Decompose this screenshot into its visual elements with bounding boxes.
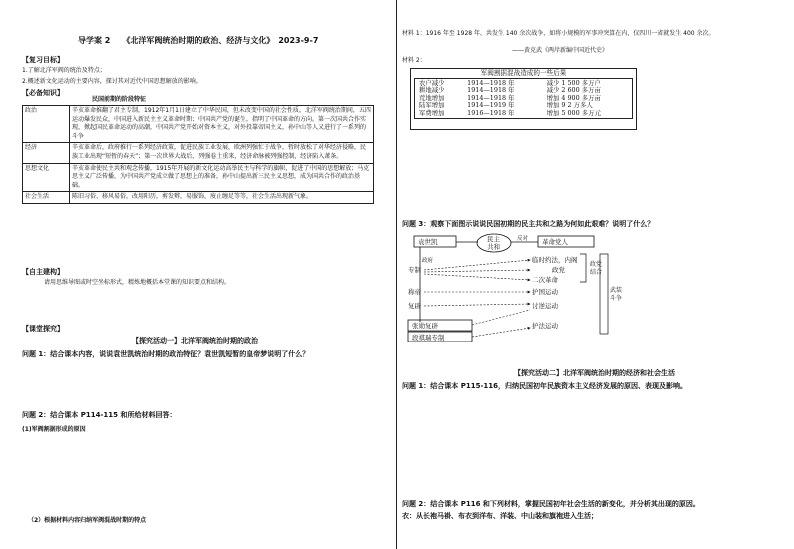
- dashed-link: [472, 310, 530, 325]
- zhengfu-label: 政府: [422, 258, 434, 264]
- stats-title: 军阀割据混战造成的一些后果: [480, 69, 567, 77]
- wuzhuang-label: 武装: [610, 287, 623, 294]
- dashed-link: [424, 304, 530, 306]
- oppose-label: 反对: [517, 236, 529, 242]
- republic-struggle-diagram: [402, 232, 702, 342]
- stat-item: 荒地增加: [419, 93, 445, 102]
- self-study-heading: 【自主建构】: [22, 268, 64, 276]
- material-2-label: 材料 2：: [402, 57, 426, 64]
- activity-2-title: 【探究活动二】北洋军阀统治时期的经济和社会生活: [514, 369, 675, 377]
- row-text: 辛亥革命推翻了君主专制，1912年1月1日建立了中华民国，但未改变中国的社会性质。北洋军阀统治期间，五四运动爆发民众，中国进入新民主主义革命时期；中国共产党的诞生，指明了中国革命的方向。第一次国共合作实现，掀起国民革命运动的高潮，中国共产党开始对资本主义，对外投靠帝国主义，孙中山等人又进行了一系列的斗争: [70, 106, 374, 143]
- question-3: 问题 3：观察下面图示说说民国初期的民主共和之路为何如此艰难？说明了什么？: [402, 220, 655, 228]
- right-question-1: 问题 1：结合课本 P115-116，归纳民国初年民族资本主义经济发展的原因、表现及影响。: [402, 382, 688, 390]
- yuan-label: 袁世凯: [418, 238, 438, 246]
- material-1: 材料 1：1916 年至 1928 年，共发生 140 余次战争，如将小规模的军事冲突算在内，仅四川一省就发生 400 余次。: [402, 30, 715, 37]
- row-text: 陈旧习俗、移风易俗，改用阳历，剪发辫，易服饰，废止缠足等等，社会生活出现新气象。: [70, 192, 374, 204]
- column-divider: [396, 0, 397, 549]
- activity-1-title: 【探究活动一】北洋军阀统治时期的政治: [132, 337, 258, 345]
- taoni-label: 讨逆运动: [532, 302, 558, 310]
- hufa-label: 护法运动: [532, 322, 558, 330]
- row-category: 思想文化: [23, 163, 70, 192]
- zhuanzhi-label: 专制: [408, 266, 421, 274]
- table-row: [23, 192, 374, 204]
- row-category: 经济: [23, 143, 70, 163]
- document-title: 导学案 2 《北洋军阀统治时期的政治、经济与文化》 2023-9-7: [78, 36, 319, 45]
- zhengdang-label: 政党: [590, 261, 603, 268]
- right-question-2: 问题 2：结合课本 P116 和下列材料，掌握民国初年社会生活的新变化，并分析其出现的原因。: [402, 500, 700, 508]
- dashed-link: [424, 270, 530, 272]
- dashed-link: [424, 260, 530, 270]
- stage-features-table: [22, 105, 374, 204]
- stat-value: 减少 1 500 多万户: [546, 79, 601, 87]
- review-goals-heading: 【复习目标】: [22, 56, 64, 64]
- election-label: 临时约法，内阁: [532, 256, 578, 264]
- jiehe-label: 结合: [590, 269, 603, 276]
- huguo-label: 护国运动: [532, 288, 558, 296]
- row-category: 政治: [23, 106, 70, 143]
- question-2-part-2: （2）根据材料内容归纳军阀混战时期的特点: [28, 517, 147, 524]
- chengdi-label: 称帝: [408, 288, 421, 296]
- stat-value: 增加 5 000 多万元: [546, 108, 601, 117]
- table-row: [23, 106, 374, 143]
- row-text: 辛亥革命后，政府推行一系列经济政策，促进民族工业发展，欧洲列强忙于战争，暂时放松了对华经济侵略，民族工业出现“短暂的春天”；第一次世界大战后，列强卷土重来，经济命脉被列强控制，经济陷入萧条。: [70, 143, 374, 163]
- goal-1: 1.了解北洋军阀的统治及特点；: [22, 67, 106, 74]
- clothing-change: 衣：从长袍马褂、布衣到洋布、洋装、中山装和旗袍进入生活；: [402, 512, 598, 520]
- douzheng-label: 斗争: [610, 295, 623, 302]
- stat-item: 耕地减少: [419, 86, 445, 95]
- zhangxun-label: 张勋复辟: [412, 322, 438, 330]
- dashed-link: [424, 274, 530, 280]
- stat-period: 1914—1918 年: [467, 79, 515, 87]
- table-row: [415, 95, 632, 102]
- duan-label: 段祺瑞专制: [412, 334, 445, 342]
- self-study-text: 请用思维导图或时空坐标形式，精炼地概括本堂课的知识要点和结构。: [44, 279, 231, 286]
- stat-item: 军费增加: [419, 108, 445, 117]
- question-2-part-1: (1)军阀割据形成的原因: [22, 426, 86, 433]
- question-1: 问题 1：结合课本内容，说说袁世凯统治时期的政治特征？袁世凯短暂的皇帝梦说明了什么？: [22, 350, 310, 358]
- essentials-heading: 【必备知识】: [22, 89, 64, 97]
- inquiry-heading: 【课堂探究】: [22, 325, 64, 333]
- table-row: [23, 143, 374, 163]
- stat-period: 1914—1918 年: [467, 93, 515, 102]
- stat-period: 1916—1918 年: [467, 108, 515, 117]
- stat-value: 减少 2 600 多万亩: [546, 86, 601, 95]
- second-revolution-label: 二次革命: [532, 276, 558, 284]
- republic-bottom: 共和: [487, 243, 500, 251]
- row-text: 辛亥革命使民主共和观念传播，1915年开展的新文化运动高举民主与科学的旗帜，促进了中国的思想解放；马克思主义广泛传播，为中国共产党成立做了思想上的准备，孙中山提出新三民主义思想，成为国共合作的政治基础。: [70, 163, 374, 192]
- stat-item: 农户减少: [419, 79, 445, 87]
- revolutionary-label: 革命党人: [542, 238, 568, 246]
- table-row: [415, 110, 632, 117]
- stat-period: 1914—1919 年: [467, 101, 515, 110]
- material-1-source: ——黄克武《两岸新编中国近代史》: [512, 47, 609, 54]
- goal-2: 2.概述新文化运动的主要内容，探讨其对近代中国思想解放的影响。: [22, 78, 202, 85]
- parliament-label: 政党: [552, 266, 565, 274]
- row-category: 社会生活: [23, 192, 70, 204]
- stat-value: 增加 4 900 多万亩: [546, 93, 601, 102]
- table-row: [23, 163, 374, 192]
- table-title: 民国前期的阶段特征: [92, 96, 147, 103]
- republic-top: 民主: [487, 235, 500, 243]
- stat-value: 增加 9 2 万多人: [546, 101, 593, 110]
- bracket: [580, 254, 586, 282]
- stat-period: 1914—1918 年: [467, 86, 515, 95]
- question-2: 问题 2：结合课本 P114-115 和所给材料回答：: [22, 411, 177, 419]
- warlord-consequences-table: [410, 68, 637, 130]
- fupi-label: 复辟: [408, 302, 421, 310]
- stat-item: 陆军增加: [419, 101, 445, 110]
- dashed-link: [472, 328, 530, 337]
